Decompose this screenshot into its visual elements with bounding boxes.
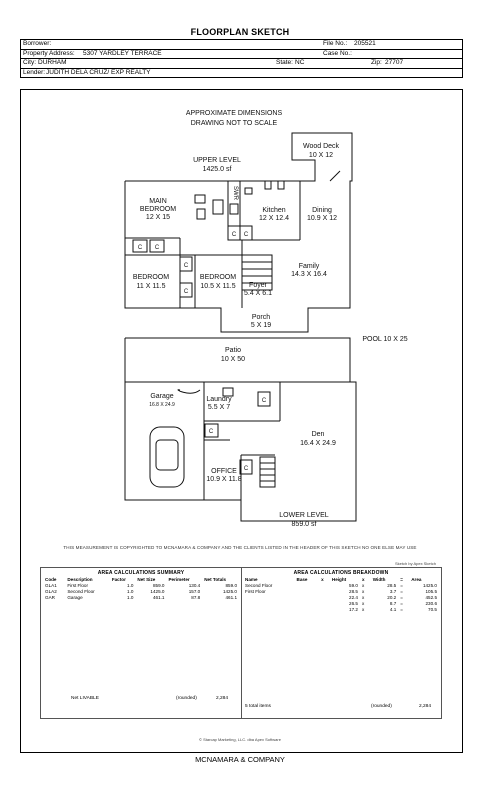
closet-label: C: [183, 289, 189, 295]
cell: =: [400, 583, 403, 588]
cell: 8.7: [389, 601, 397, 606]
sketch-by: Sketch by Apex Sketch: [395, 561, 436, 566]
breakdown-total: 2,284: [419, 704, 432, 709]
room-garage-dim: 16.8 X 24.9: [149, 402, 175, 408]
upper-level-label: UPPER LEVEL: [193, 157, 241, 164]
cell: 3.7: [389, 589, 397, 594]
room-bedroom-3: BEDROOM: [199, 274, 237, 281]
property-value: 5307 YARDLEY TERRACE: [83, 49, 162, 57]
room-laundry-dim: 5.5 X 7: [207, 404, 231, 411]
cell: 105.5: [425, 589, 437, 594]
summary-panel: [41, 568, 242, 718]
cell: 28.5: [349, 589, 358, 594]
cell: 28.5: [387, 583, 397, 588]
room-porch-dim: 5 X 19: [250, 322, 272, 329]
cell: 1425.0: [150, 589, 165, 594]
table-row: [243, 607, 439, 613]
cell: GLA2: [45, 589, 57, 594]
case-label: Case No.:: [323, 49, 352, 57]
closet-label: C: [243, 466, 249, 472]
cell: 1.0: [127, 595, 134, 600]
software-credit: © Starcap Marketing, LLC. dba Apex Software: [199, 737, 281, 742]
copyright-notice: THIS MEASUREMENT IS COPYRIGHTED TO MCNAMARA & COMPANY AND THE CLIENTS LISTED IN THE HEADER OF THIS SKETCH NO ONE ELSE MAY USE: [63, 545, 417, 550]
lender-value: JUDITH DELA CRUZ/ EXP REALTY: [46, 68, 151, 76]
cell: GAR: [45, 595, 55, 600]
state-label: State:: [276, 59, 293, 67]
cell: x: [361, 601, 365, 606]
pool-label: POOL 10 X 25: [362, 336, 408, 343]
state-value: NC: [295, 59, 305, 67]
cell: 17.2: [349, 607, 358, 612]
room-office: OFFICE: [211, 468, 237, 475]
cell: 59.0: [349, 583, 358, 588]
breakdown-heading: AREA CALCULATIONS BREAKDOWN: [293, 570, 389, 576]
room-main-bedroom: MAIN: [149, 198, 167, 205]
breakdown-panel: [241, 568, 441, 718]
cell: 461.1: [225, 595, 237, 600]
closet-label: C: [243, 232, 249, 238]
cell: 1.0: [127, 589, 134, 594]
cell: 20.2: [387, 595, 397, 600]
room-bedroom-2: BEDROOM: [132, 274, 170, 281]
cell: 70.5: [428, 607, 437, 612]
closet-label: C: [137, 245, 143, 251]
room-bedroom-3-dim: 10.5 X 11.5: [200, 283, 236, 290]
closet-label: C: [208, 429, 214, 435]
col-area: Area: [411, 577, 422, 582]
cell: 87.8: [191, 595, 201, 600]
room-main-bedroom-dim: 12 X 15: [145, 214, 171, 221]
col-eq: =: [400, 577, 403, 582]
cell: =: [400, 601, 403, 606]
cell: 230.6: [425, 601, 437, 606]
col-description: Description: [67, 577, 93, 582]
closet-label: C: [231, 232, 237, 238]
cell: 859.0: [152, 583, 165, 588]
room-wood-deck: Wood Deck: [302, 143, 340, 150]
cell: x: [361, 589, 365, 594]
room-laundry: Laundry: [206, 396, 232, 403]
page-title: FLOORPLAN SKETCH: [190, 27, 290, 37]
note-approx: APPROXIMATE DIMENSIONS: [185, 110, 283, 117]
room-patio: Patio: [225, 347, 241, 354]
col-width: Width: [372, 577, 386, 582]
col-x: x: [361, 577, 365, 582]
property-label: Property Address:: [23, 49, 75, 57]
cell: 26.5: [349, 601, 358, 606]
col-base: Base: [296, 577, 308, 582]
col-net-size: Net Size: [137, 577, 156, 582]
net-livable-total: 2,284: [216, 696, 229, 701]
cell: 452.5: [425, 595, 437, 600]
cell: 1425.0: [222, 589, 237, 594]
cell: 22.4: [349, 595, 358, 600]
lender-label: Lender:: [23, 68, 46, 76]
cell: First Floor: [67, 583, 89, 588]
table-row: [43, 595, 239, 601]
zip-label: Zip:: [371, 59, 382, 67]
col-perimeter: Perimeter: [168, 577, 190, 582]
room-family: Family: [298, 263, 320, 270]
col-code: Code: [45, 577, 57, 582]
room-patio-dim: 10 X 50: [220, 356, 246, 363]
room-kitchen: Kitchen: [262, 207, 286, 214]
col-height: Height: [331, 577, 347, 582]
cell: 157.0: [188, 589, 201, 594]
cell: 1.0: [127, 583, 134, 588]
file-label: File No.:: [323, 40, 348, 47]
borrower-label: Borrower:: [23, 40, 52, 47]
file-no: 205521: [354, 40, 376, 47]
upper-level-sf: 1425.0 sf: [202, 166, 232, 173]
area-calculations: [40, 567, 442, 719]
breakdown-rounded: (rounded): [371, 704, 392, 709]
closet-label: C: [261, 398, 267, 404]
lower-level-label: LOWER LEVEL: [279, 512, 329, 519]
summary-rounded: (rounded): [176, 696, 197, 701]
net-livable-label: Net LIVABLE: [71, 696, 99, 701]
room-garage: Garage: [150, 393, 174, 400]
cell: Second Floor: [245, 583, 273, 588]
closet-label: C: [154, 245, 160, 251]
room-swr: SWR: [232, 186, 238, 200]
closet-label: C: [183, 263, 189, 269]
room-bedroom-2-dim: 11 X 11.5: [136, 283, 166, 290]
cell: GLA1: [45, 583, 57, 588]
room-office-dim: 10.9 X 11.8: [206, 476, 242, 483]
room-den: Den: [311, 431, 325, 438]
cell: =: [400, 595, 403, 600]
city-value: DURHAM: [38, 59, 67, 67]
cell: 461.1: [152, 595, 165, 600]
room-dining: Dining: [312, 207, 332, 214]
cell: 1425.0: [422, 583, 437, 588]
cell: =: [400, 607, 403, 612]
room-wood-deck-dim: 10 X 12: [308, 152, 334, 159]
room-den-dim: 16.4 X 24.9: [300, 440, 336, 447]
cell: =: [400, 589, 403, 594]
note-scale: DRAWING NOT TO SCALE: [190, 120, 278, 127]
room-foyer: Foyer: [249, 282, 267, 289]
room-family-dim: 14.3 X 16.4: [291, 271, 327, 278]
col-factor: Factor: [111, 577, 126, 582]
col-net-totals: Net Totals: [204, 577, 227, 582]
footer-company: MCNAMARA & COMPANY: [195, 755, 285, 764]
lower-level-sf: 859.0 sf: [291, 521, 317, 528]
cell: x: [361, 607, 365, 612]
cell: 4.1: [389, 607, 397, 612]
cell: 130.4: [188, 583, 201, 588]
cell: Garage: [67, 595, 83, 600]
summary-table: [43, 577, 239, 601]
cell: x: [361, 595, 365, 600]
cell: x: [361, 583, 365, 588]
zip-value: 27707: [385, 59, 404, 67]
col-x: x: [321, 577, 324, 582]
room-main-bedroom-word: BEDROOM: [139, 206, 177, 213]
cell: Second Floor: [67, 589, 95, 594]
col-name: Name: [245, 577, 258, 582]
total-items-label: 5 total items: [245, 704, 271, 709]
city-label: City:: [23, 59, 36, 67]
room-dining-dim: 10.9 X 12: [307, 215, 337, 222]
summary-heading: AREA CALCULATIONS SUMMARY: [97, 570, 185, 576]
cell: First Floor: [245, 589, 266, 594]
room-porch: Porch: [251, 314, 271, 321]
cell: 859.0: [225, 583, 237, 588]
room-foyer-dim: 5.4 X 6.1: [243, 290, 273, 297]
room-kitchen-dim: 12 X 12.4: [259, 215, 289, 222]
breakdown-table: [243, 577, 439, 613]
